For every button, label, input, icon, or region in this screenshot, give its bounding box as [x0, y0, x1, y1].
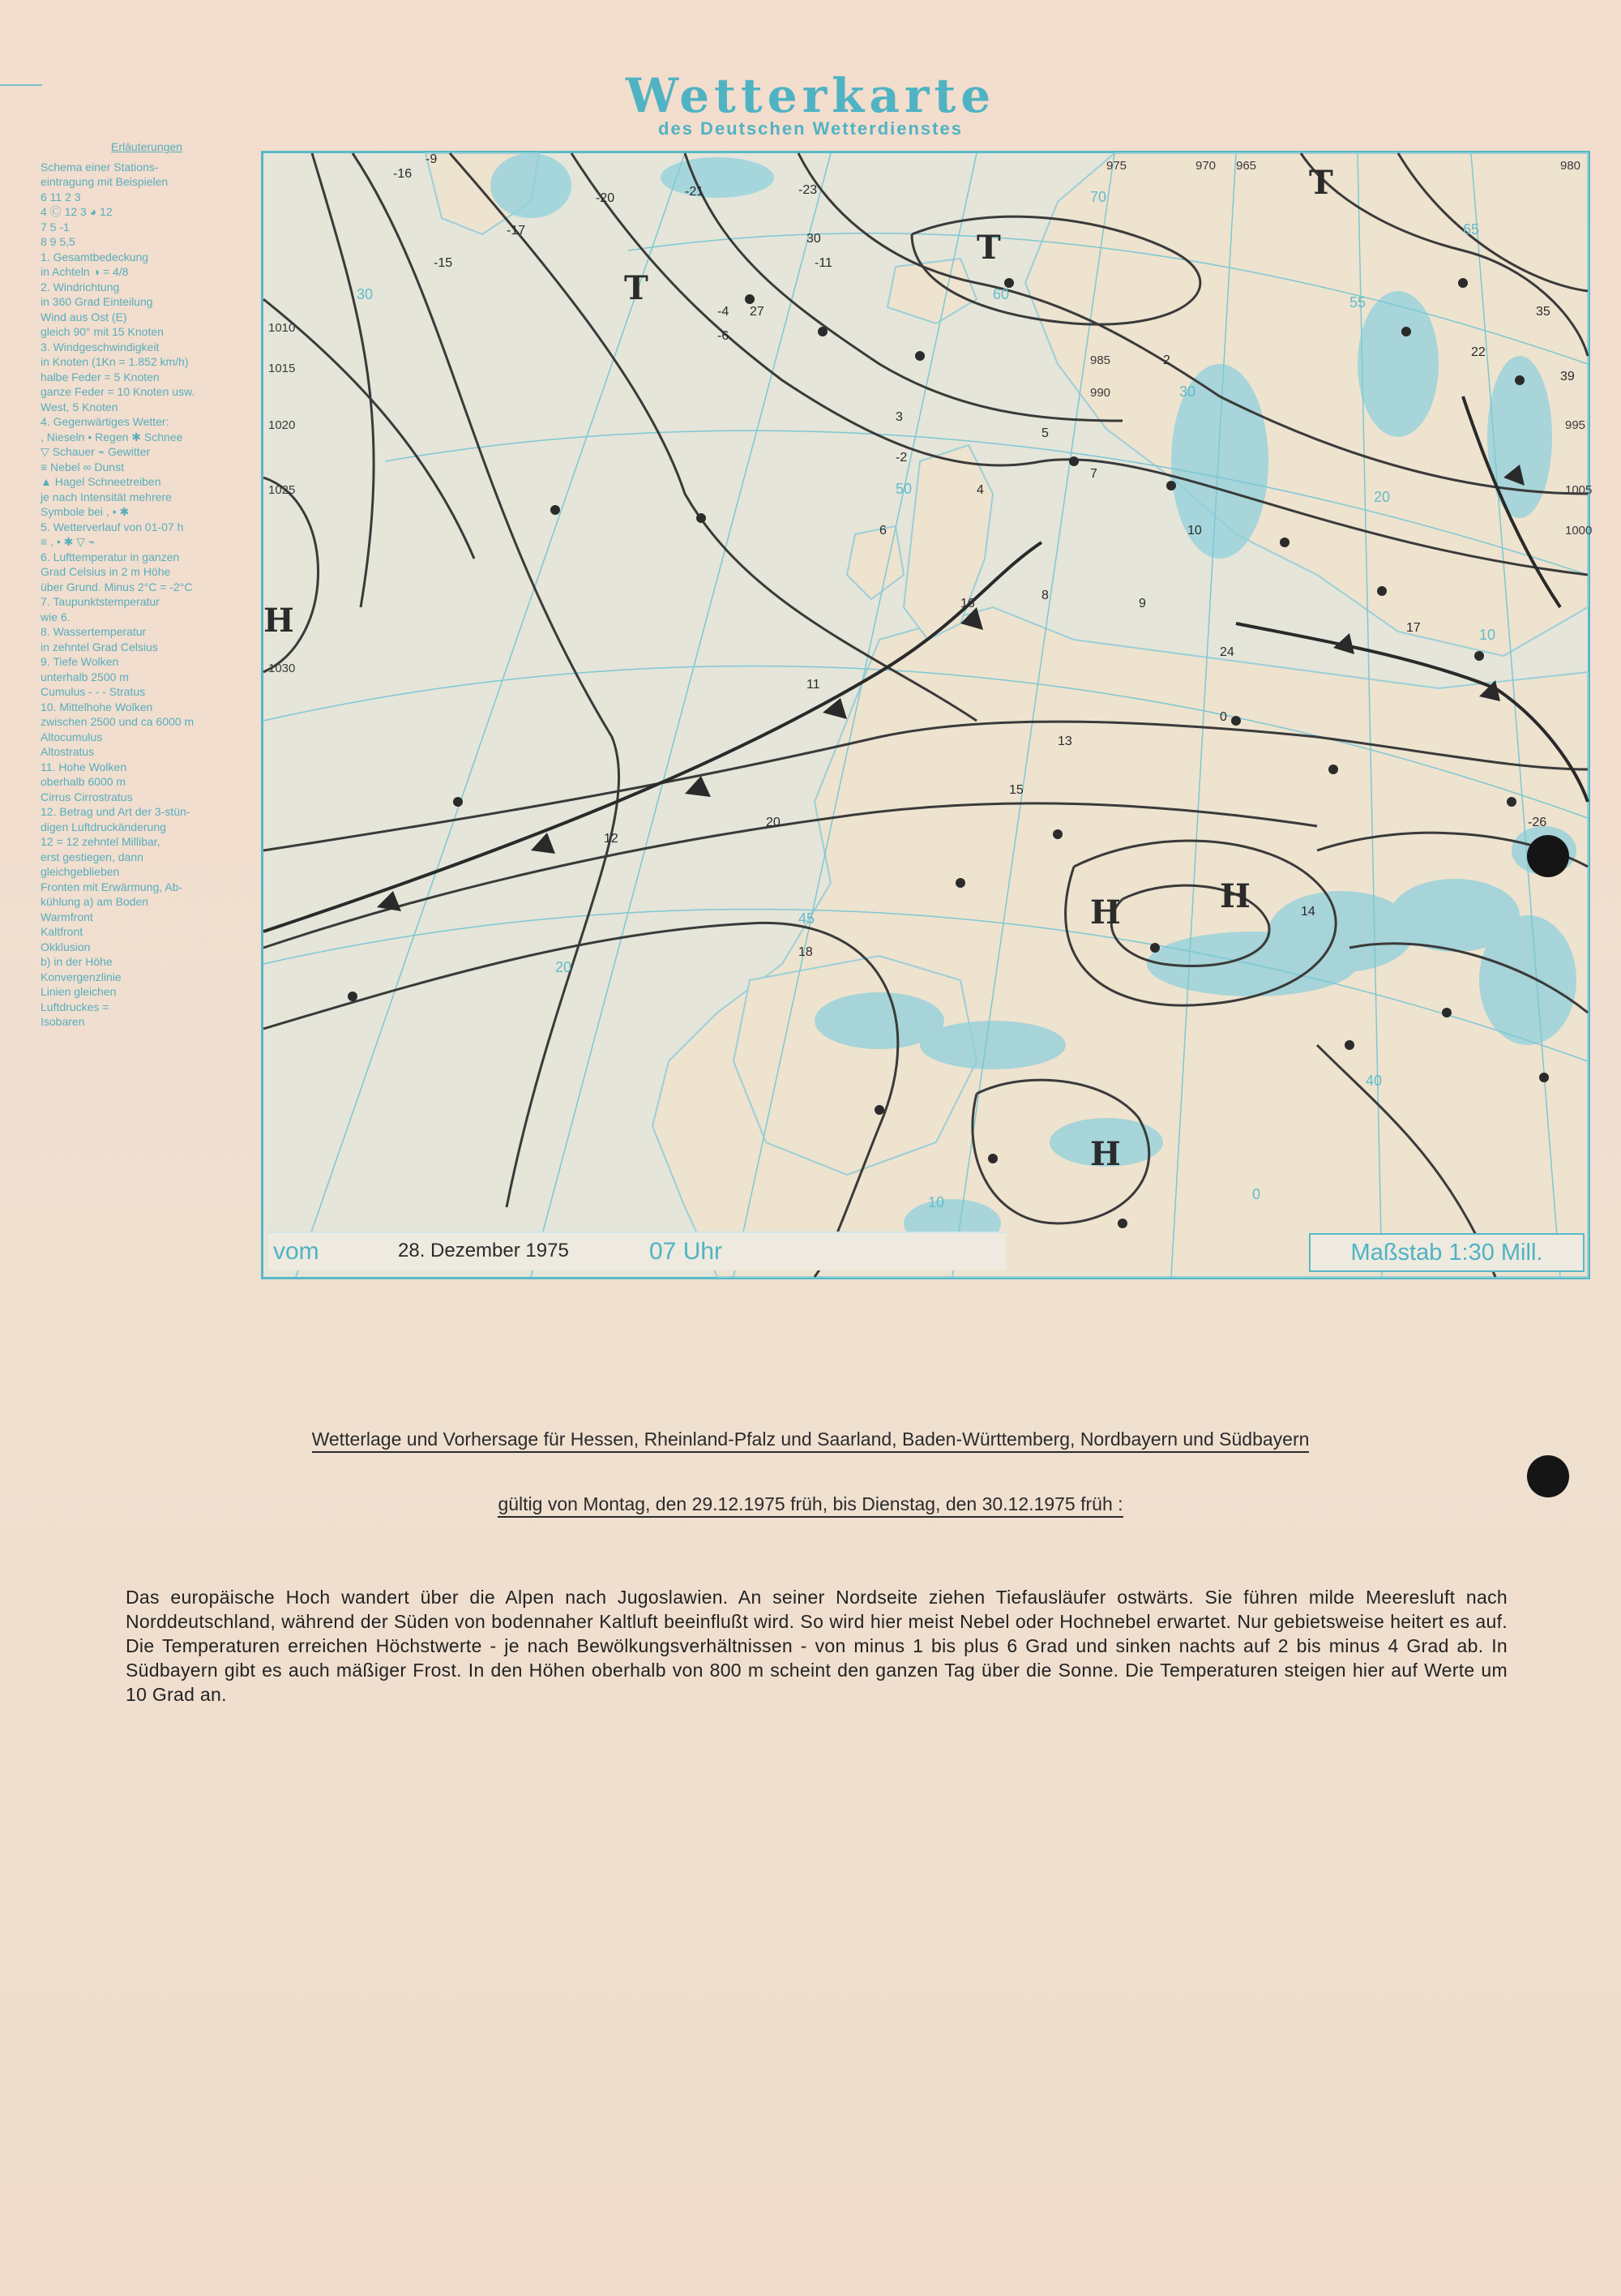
svg-text:9: 9	[1139, 597, 1146, 610]
legend-line: 6. Lufttemperatur in ganzen	[41, 550, 180, 563]
svg-text:1000: 1000	[1565, 524, 1593, 538]
svg-text:2: 2	[1163, 353, 1170, 367]
svg-text:60: 60	[993, 286, 1010, 302]
svg-text:970: 970	[1195, 159, 1217, 173]
svg-text:11: 11	[806, 678, 820, 692]
svg-text:0: 0	[1252, 1186, 1261, 1202]
legend-line: 2. Windrichtung	[41, 280, 120, 293]
svg-text:14: 14	[1301, 905, 1315, 919]
svg-text:-4: -4	[717, 305, 729, 319]
svg-text:27: 27	[750, 305, 764, 319]
legend-line: 7 5 -1	[41, 220, 70, 233]
svg-text:-11: -11	[815, 256, 832, 270]
legend-line: unterhalb 2500 m	[41, 670, 129, 683]
legend-line: Cumulus - - - Stratus	[41, 685, 146, 698]
svg-text:-2: -2	[896, 451, 908, 465]
low-pressure-label: T	[1309, 164, 1333, 202]
legend-line: gleichgeblieben	[41, 865, 120, 878]
svg-text:8: 8	[1041, 589, 1049, 602]
forecast-validity	[0, 1493, 1621, 1515]
svg-text:980: 980	[1560, 159, 1581, 173]
high-pressure-label: H	[1090, 1135, 1121, 1173]
legend-line: über Grund. Minus 2°C = -2°C	[41, 580, 193, 593]
legend-line: Grad Celsius in 2 m Höhe	[41, 565, 171, 578]
svg-text:1010: 1010	[268, 321, 296, 335]
svg-text:13: 13	[1058, 735, 1072, 748]
svg-text:30: 30	[357, 286, 374, 302]
svg-text:0: 0	[1220, 710, 1227, 724]
legend-line: 7. Taupunktstemperatur	[41, 595, 160, 608]
legend-lines	[41, 160, 253, 1030]
svg-text:10: 10	[1187, 524, 1202, 538]
legend-line: gleich 90° mit 15 Knoten	[41, 325, 164, 338]
forecast-heading-text: Wetterlage und Vorhersage für Hessen, Rheinland-Pfalz und Saarland, Baden-Württemberg, Nordbayern und Südbayern	[312, 1429, 1310, 1453]
legend-line: erst gestiegen, dann	[41, 850, 143, 863]
map-date-strip	[268, 1232, 1006, 1270]
legend-line: 4. Gegenwärtiges Wetter:	[41, 415, 169, 428]
svg-text:-16: -16	[393, 167, 413, 181]
legend-line: Altostratus	[41, 745, 95, 758]
svg-text:-21: -21	[685, 185, 704, 199]
legend-line: Wind aus Ost (E)	[41, 310, 127, 323]
svg-text:45: 45	[798, 910, 815, 927]
legend-line: 6 11 2 3	[41, 190, 81, 203]
svg-text:1020: 1020	[268, 418, 296, 432]
svg-text:5: 5	[1041, 426, 1049, 440]
svg-text:18: 18	[798, 945, 813, 959]
legend-line: 1. Gesamtbedeckung	[41, 250, 149, 263]
legend-heading: Erläuterungen	[111, 140, 182, 153]
legend-line: in Knoten (1Kn = 1.852 km/h)	[41, 355, 189, 368]
legend-line: Cirrus Cirrostratus	[41, 790, 133, 803]
low-pressure-label: T	[977, 229, 1001, 267]
legend-line: halbe Feder = 5 Knoten	[41, 370, 160, 383]
legend-line: Okklusion	[41, 940, 91, 953]
legend-line: 10. Mittelhohe Wolken	[41, 700, 153, 713]
high-pressure-label: H	[1220, 877, 1251, 915]
svg-text:39: 39	[1560, 370, 1575, 383]
high-pressure-label: H	[263, 602, 294, 640]
legend-line: Luftdruckes =	[41, 1000, 109, 1013]
svg-text:-9: -9	[426, 152, 438, 166]
legend-line: oberhalb 6000 m	[41, 775, 126, 788]
svg-text:975: 975	[1106, 159, 1127, 173]
svg-text:30: 30	[806, 232, 821, 246]
svg-text:1030: 1030	[268, 662, 296, 675]
legend-line: wie 6.	[41, 610, 71, 623]
svg-text:20: 20	[1374, 489, 1391, 505]
legend-line: Konvergenzlinie	[41, 970, 122, 983]
legend-line: Isobaren	[41, 1015, 85, 1028]
map-drawing	[263, 152, 1593, 1277]
svg-text:30: 30	[1179, 383, 1196, 400]
legend-line: ≡ Nebel ∞ Dunst	[41, 460, 124, 473]
map-scale: Maßstab 1:30 Mill.	[1309, 1233, 1585, 1272]
svg-text:6: 6	[879, 524, 887, 538]
forecast-body: Das europäische Hoch wandert über die Alpen nach Jugoslawien. An seiner Nordseite ziehen Tiefausläufer ostwärts. Sie führen milde Meeresluft nach Norddeutschland, während der Süden von bodennaher Kaltluft beeinflußt wird. So wird hier meist Nebel oder Hochnebel erwartet. Nur gebietsweise heitert es auf. Die Temperaturen erreichen Höchstwerte - je nach Bewölkungsverhältnissen - von minus 1 bis plus 6 Grad und sinken nachts auf 2 bis minus 4 Grad ab. In Südbayern gibt es auch mäßiger Frost. In den Höhen oberhalb von 800 m scheint den ganzen Tag über die Sonne. Die Temperaturen steigen hier auf Werte um 10 Grad an.	[126, 1587, 1508, 1705]
svg-text:-17: -17	[507, 224, 526, 238]
legend-line: in Achteln ◑ = 4/8	[41, 265, 129, 278]
svg-text:15: 15	[1009, 783, 1024, 797]
svg-text:1025: 1025	[268, 483, 296, 497]
forecast-validity-text: gültig von Montag, den 29.12.1975 früh, bis Dienstag, den 30.12.1975 früh :	[498, 1493, 1123, 1518]
legend-line: kühlung a) am Boden	[41, 895, 149, 908]
legend-line: 12 = 12 zehntel Millibar,	[41, 835, 160, 848]
svg-text:65: 65	[1463, 221, 1480, 238]
svg-text:4: 4	[977, 483, 984, 497]
svg-text:10: 10	[928, 1194, 945, 1210]
legend-line: digen Luftdruckänderung	[41, 820, 166, 833]
legend-line: , Nieseln • Regen ✱ Schnee	[41, 430, 183, 443]
weather-map	[261, 151, 1593, 1279]
punch-hole	[1527, 835, 1569, 877]
forecast-heading	[0, 1429, 1621, 1450]
legend-line: Warmfront	[41, 910, 93, 923]
legend-line: ▽ Schauer ⌁ Gewitter	[41, 445, 151, 458]
svg-text:985: 985	[1090, 353, 1111, 367]
svg-text:50: 50	[896, 481, 913, 497]
svg-text:3: 3	[896, 410, 903, 424]
legend-line: 4 Ⓒ 12 3 ◕ 12	[41, 205, 113, 218]
legend-line: 5. Wetterverlauf von 01-07 h	[41, 520, 184, 533]
legend-line: in zehntel Grad Celsius	[41, 640, 158, 653]
map-date: 28. Dezember 1975	[398, 1240, 569, 1262]
svg-text:35: 35	[1536, 305, 1550, 319]
legend-line: West, 5 Knoten	[41, 400, 118, 413]
legend-line: ganze Feder = 10 Knoten usw.	[41, 385, 195, 398]
svg-text:22: 22	[1471, 345, 1486, 359]
high-pressure-label: H	[1090, 893, 1121, 932]
svg-text:20: 20	[555, 959, 572, 975]
legend-line: Symbole bei , • ✱	[41, 505, 130, 518]
svg-text:1005: 1005	[1565, 483, 1593, 497]
svg-text:1015: 1015	[268, 362, 296, 375]
svg-text:70: 70	[1090, 189, 1107, 205]
legend-line: eintragung mit Beispielen	[41, 175, 169, 188]
svg-text:990: 990	[1090, 386, 1111, 400]
svg-text:-26: -26	[1528, 816, 1547, 829]
svg-text:-6: -6	[717, 329, 729, 343]
date-prefix: vom	[273, 1238, 319, 1265]
svg-text:-15: -15	[434, 256, 453, 270]
legend-line: Altocumulus	[41, 730, 103, 743]
svg-text:7: 7	[1090, 467, 1097, 481]
svg-text:965: 965	[1236, 159, 1257, 173]
legend-line: Schema einer Stations-	[41, 160, 159, 173]
low-pressure-label: T	[624, 269, 648, 307]
page-subtitle: des Deutschen Wetterdienstes	[658, 118, 963, 139]
map-time: 07 Uhr	[649, 1238, 723, 1265]
svg-text:20: 20	[766, 816, 781, 829]
legend-line: in 360 Grad Einteilung	[41, 295, 153, 308]
legend-line: 9. Tiefe Wolken	[41, 655, 119, 668]
svg-text:10: 10	[1479, 627, 1496, 643]
legend-line: 12. Betrag und Art der 3-stün-	[41, 805, 190, 818]
legend-line: Fronten mit Erwärmung, Ab-	[41, 880, 183, 893]
legend-line: zwischen 2500 und ca 6000 m	[41, 715, 195, 728]
svg-text:-20: -20	[596, 191, 615, 205]
svg-text:17: 17	[1406, 621, 1421, 635]
page-title: Wetterkarte	[625, 68, 996, 123]
svg-text:995: 995	[1565, 418, 1586, 432]
legend-line: ≡ , • ✱ ▽ ⌁	[41, 535, 96, 548]
legend-line: 8. Wassertemperatur	[41, 625, 147, 638]
svg-text:24: 24	[1220, 645, 1234, 659]
legend-line: Linien gleichen	[41, 985, 117, 998]
legend-line: ▲ Hagel Schneetreiben	[41, 475, 161, 488]
legend-line: Kaltfront	[41, 925, 83, 938]
svg-text:-23: -23	[798, 183, 818, 197]
svg-text:12: 12	[604, 832, 618, 846]
legend-panel	[41, 139, 253, 1030]
punch-hole	[1527, 1455, 1569, 1497]
legend-line: 11. Hohe Wolken	[41, 760, 127, 773]
svg-text:40: 40	[1366, 1073, 1383, 1089]
legend-line: b) in der Höhe	[41, 955, 113, 968]
legend-line: je nach Intensität mehrere	[41, 490, 172, 503]
title-block	[0, 68, 1621, 139]
legend-line: 3. Windgeschwindigkeit	[41, 340, 160, 353]
legend-line: 8 9 5,5	[41, 235, 75, 248]
svg-text:16: 16	[960, 597, 975, 610]
svg-text:55: 55	[1349, 294, 1367, 311]
